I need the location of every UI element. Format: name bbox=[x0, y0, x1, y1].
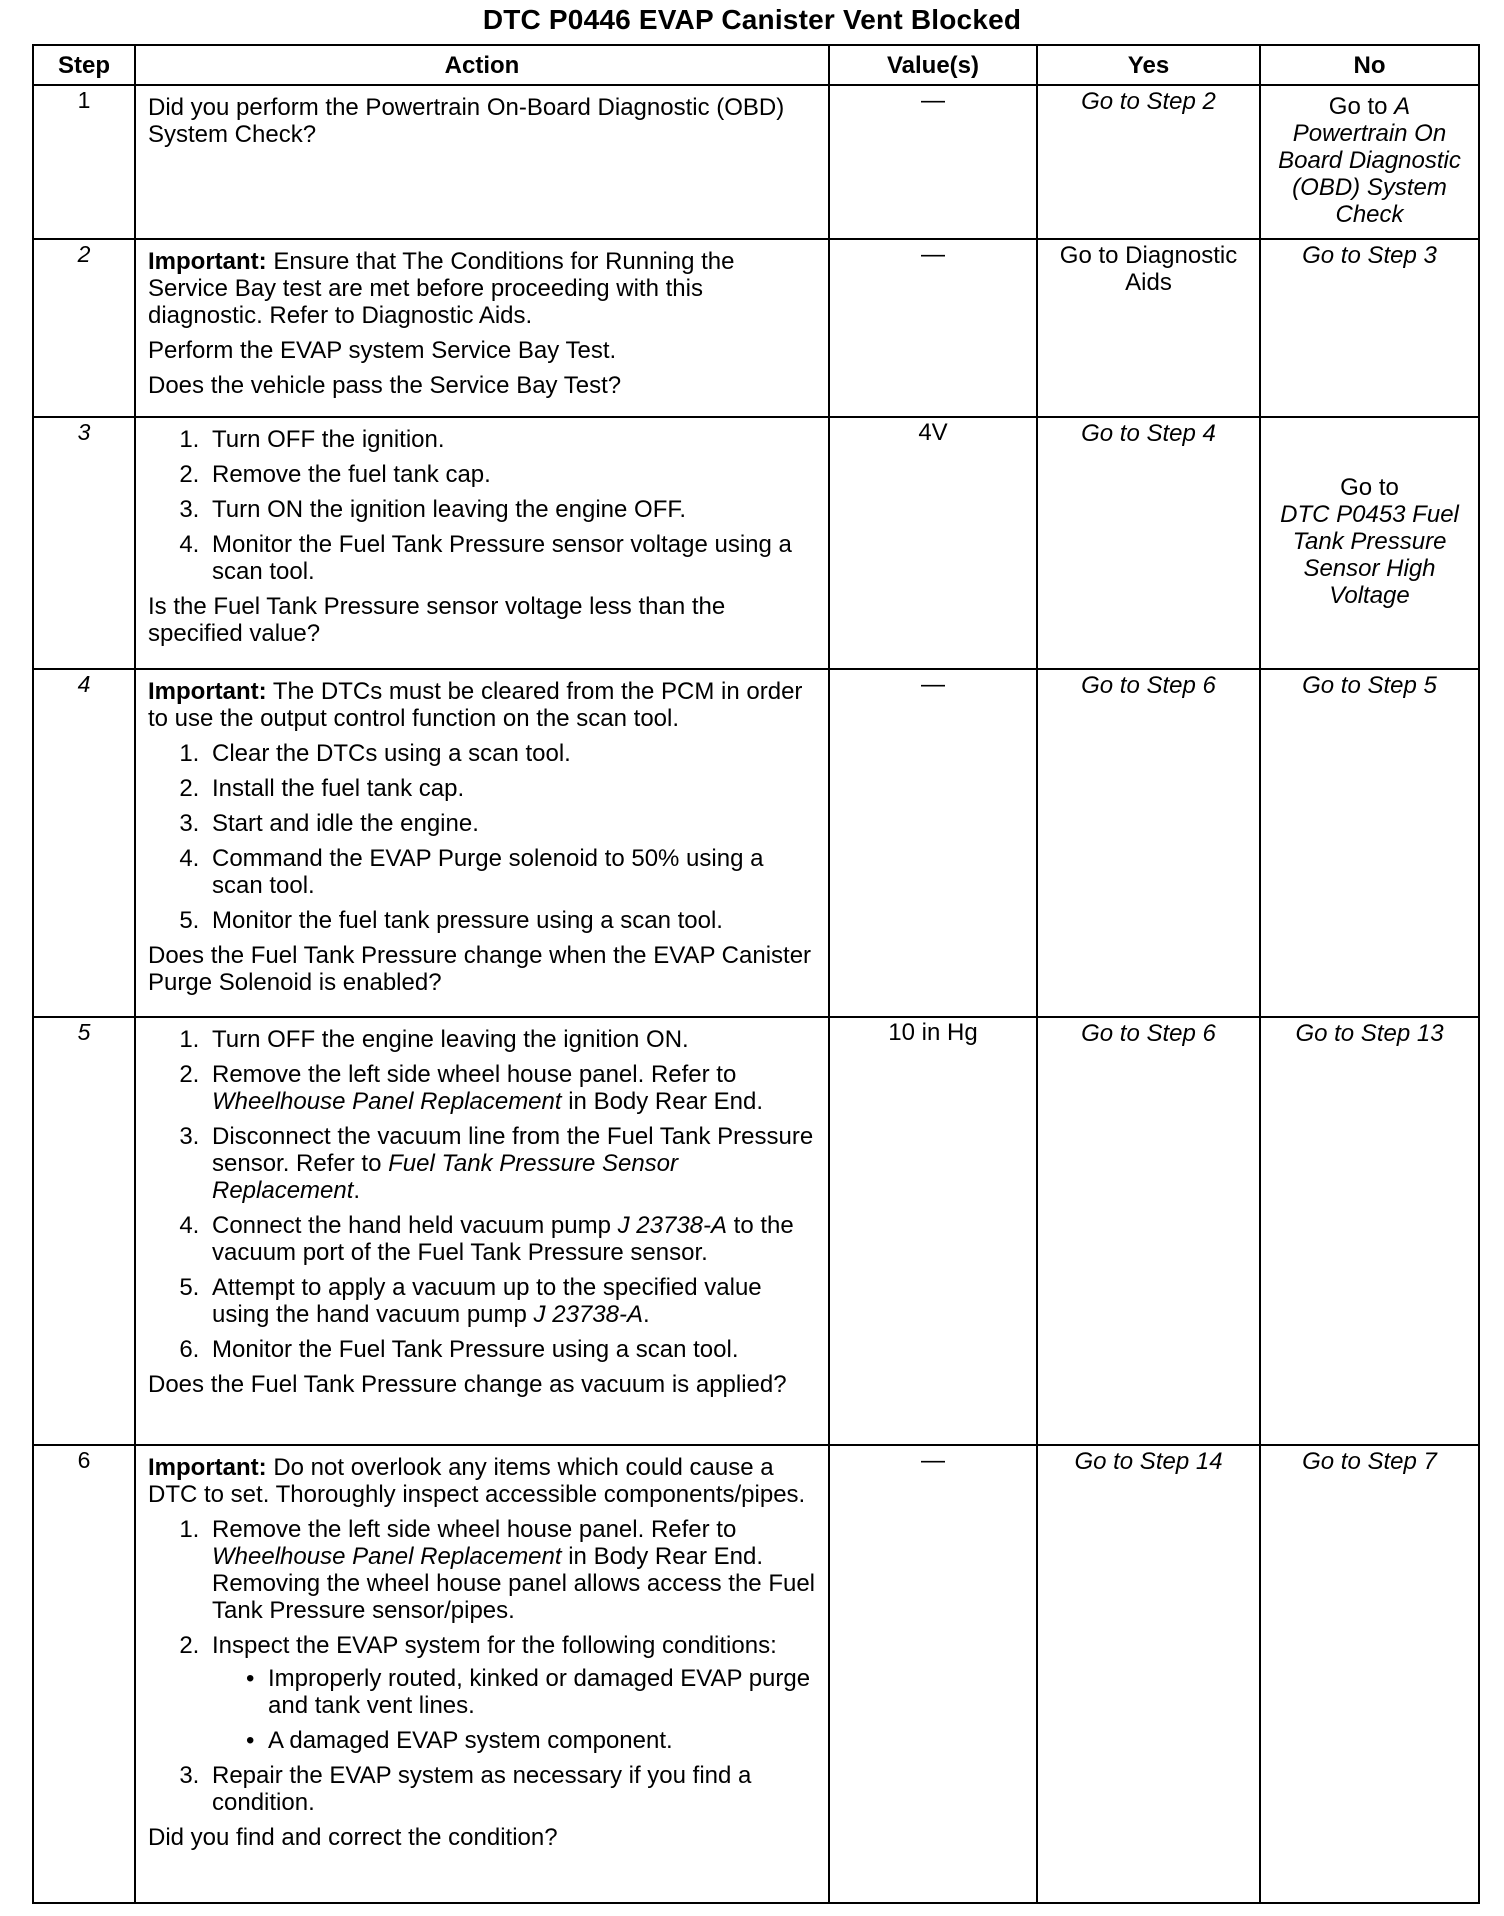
value-cell: — bbox=[829, 1445, 1037, 1903]
action-cell bbox=[135, 417, 829, 669]
item-text: Remove the left side wheel house panel. Refer to bbox=[212, 1061, 737, 1088]
table-row bbox=[33, 1445, 1479, 1903]
no-prefix: Go to bbox=[1328, 92, 1395, 120]
list-item: 4. Command the EVAP Purge solenoid to 50% using a scan tool. bbox=[206, 845, 818, 899]
action-line: Perform the EVAP system Service Bay Test. bbox=[148, 337, 617, 364]
important-label: Important: bbox=[148, 678, 267, 705]
item-reference: Wheelhouse Panel Replacement bbox=[212, 1543, 562, 1570]
step-number: 5 bbox=[33, 1017, 135, 1445]
yes-cell: Go to Diagnostic Aids bbox=[1037, 239, 1260, 417]
value-cell: — bbox=[829, 669, 1037, 1017]
item-reference: Fuel Tank Pressure Sensor Replacement bbox=[212, 1150, 679, 1204]
header-no: No bbox=[1260, 45, 1479, 85]
condition-bullets bbox=[212, 1665, 818, 1754]
tool-number: J 23738-A bbox=[533, 1301, 643, 1328]
item-text: Remove the left side wheel house panel. Refer to bbox=[212, 1516, 737, 1543]
action-cell bbox=[135, 1445, 829, 1903]
list-item bbox=[206, 1274, 818, 1328]
important-note bbox=[148, 1454, 818, 1508]
diagnostic-table bbox=[32, 44, 1480, 1904]
step-number: 4 bbox=[33, 669, 135, 1017]
numbered-steps bbox=[148, 740, 818, 934]
yes-cell: Go to Step 14 bbox=[1037, 1445, 1260, 1903]
table-row bbox=[33, 417, 1479, 669]
no-prefix: Go to bbox=[1340, 473, 1399, 501]
list-item: 2. Remove the fuel tank cap. bbox=[206, 461, 818, 488]
item-text: to the vacuum port of the Fuel Tank Pressure sensor. bbox=[212, 1212, 794, 1266]
yes-cell: Go to Step 6 bbox=[1037, 1017, 1260, 1445]
item-text: Attempt to apply a vacuum up to the specified value using the hand vacuum pump bbox=[212, 1274, 762, 1328]
step-number: 6 bbox=[33, 1445, 135, 1903]
yes-cell: Go to Step 6 bbox=[1037, 669, 1260, 1017]
item-text: . bbox=[642, 1301, 650, 1328]
no-cell: Go to Step 13 bbox=[1260, 1017, 1479, 1445]
numbered-steps bbox=[148, 426, 818, 585]
list-item: 1. Turn OFF the ignition. bbox=[206, 426, 818, 453]
header-step: Step bbox=[33, 45, 135, 85]
important-text: The DTCs must be cleared from the PCM in order to use the output control function on the scan tool. bbox=[148, 678, 803, 732]
header-action: Action bbox=[135, 45, 829, 85]
item-text: in Body Rear End. Removing the wheel house panel allows access the Fuel Tank Pressure sensor/pipes. bbox=[212, 1543, 816, 1624]
no-reference: DTC P0453 Fuel Tank Pressure Sensor High Voltage bbox=[1280, 500, 1459, 609]
tool-number: J 23738-A bbox=[617, 1212, 728, 1239]
action-cell bbox=[135, 85, 829, 239]
list-item bbox=[206, 1212, 818, 1266]
header-values: Value(s) bbox=[829, 45, 1037, 85]
no-cell: Go to Step 7 bbox=[1260, 1445, 1479, 1903]
table-row bbox=[33, 239, 1479, 417]
list-item: 5. Monitor the fuel tank pressure using a scan tool. bbox=[206, 907, 818, 934]
no-cell: Go to Step 5 bbox=[1260, 669, 1479, 1017]
value-cell: 10 in Hg bbox=[829, 1017, 1037, 1445]
value-cell: — bbox=[829, 85, 1037, 239]
action-question: Does the Fuel Tank Pressure change as vacuum is applied? bbox=[148, 1371, 787, 1398]
action-cell bbox=[135, 669, 829, 1017]
action-question: Did you find and correct the condition? bbox=[148, 1824, 558, 1851]
no-reference: A Powertrain On Board Diagnostic (OBD) System Check bbox=[1278, 92, 1461, 228]
step-number: 3 bbox=[33, 417, 135, 669]
header-yes: Yes bbox=[1037, 45, 1260, 85]
table-row bbox=[33, 669, 1479, 1017]
bullet-item: • Improperly routed, kinked or damaged EVAP purge and tank vent lines. bbox=[246, 1665, 818, 1719]
value-cell: — bbox=[829, 239, 1037, 417]
numbered-steps bbox=[148, 1026, 818, 1363]
action-cell bbox=[135, 239, 829, 417]
important-label: Important: bbox=[148, 248, 267, 275]
list-item: 3. Turn ON the ignition leaving the engine OFF. bbox=[206, 496, 818, 523]
item-reference: Wheelhouse Panel Replacement bbox=[212, 1088, 562, 1115]
header-row bbox=[33, 45, 1479, 85]
item-text: Inspect the EVAP system for the following conditions: bbox=[212, 1632, 777, 1659]
item-text: . bbox=[353, 1177, 361, 1204]
step-number: 2 bbox=[33, 239, 135, 417]
important-label: Important: bbox=[148, 1454, 267, 1481]
table-row bbox=[33, 85, 1479, 239]
list-item: 6. Monitor the Fuel Tank Pressure using a scan tool. bbox=[206, 1336, 818, 1363]
table-row bbox=[33, 1017, 1479, 1445]
action-question: Does the Fuel Tank Pressure change when the EVAP Canister Purge Solenoid is enabled? bbox=[148, 942, 812, 996]
action-question: Did you perform the Powertrain On-Board Diagnostic (OBD) System Check? bbox=[148, 94, 785, 148]
important-note bbox=[148, 678, 818, 732]
list-item bbox=[206, 1632, 818, 1754]
list-item: 3. Repair the EVAP system as necessary if you find a condition. bbox=[206, 1762, 818, 1816]
list-item: 1. Clear the DTCs using a scan tool. bbox=[206, 740, 818, 767]
item-text: Connect the hand held vacuum pump bbox=[212, 1212, 618, 1239]
list-item bbox=[206, 1123, 818, 1204]
no-cell bbox=[1260, 85, 1479, 239]
no-cell: Go to Step 3 bbox=[1260, 239, 1479, 417]
list-item: 2. Install the fuel tank cap. bbox=[206, 775, 818, 802]
action-cell bbox=[135, 1017, 829, 1445]
no-cell bbox=[1260, 417, 1479, 669]
list-item: 4. Monitor the Fuel Tank Pressure sensor voltage using a scan tool. bbox=[206, 531, 818, 585]
numbered-steps bbox=[148, 1516, 818, 1816]
item-text: Disconnect the vacuum line from the Fuel Tank Pressure sensor. Refer to bbox=[212, 1123, 814, 1177]
item-text: in Body Rear End. bbox=[561, 1088, 763, 1115]
list-item bbox=[206, 1061, 818, 1115]
list-item: 1. Turn OFF the engine leaving the ignition ON. bbox=[206, 1026, 818, 1053]
list-item: 3. Start and idle the engine. bbox=[206, 810, 818, 837]
important-note bbox=[148, 248, 818, 329]
action-question: Does the vehicle pass the Service Bay Test? bbox=[148, 372, 622, 399]
bullet-item: • A damaged EVAP system component. bbox=[246, 1727, 818, 1754]
list-item bbox=[206, 1516, 818, 1624]
yes-cell: Go to Step 2 bbox=[1037, 85, 1260, 239]
action-question: Is the Fuel Tank Pressure sensor voltage less than the specified value? bbox=[148, 593, 726, 647]
yes-cell: Go to Step 4 bbox=[1037, 417, 1260, 669]
important-text: Do not overlook any items which could cause a DTC to set. Thoroughly inspect accessible components/pipes. bbox=[148, 1454, 806, 1508]
value-cell: 4V bbox=[829, 417, 1037, 669]
page-title: DTC P0446 EVAP Canister Vent Blocked bbox=[482, 4, 1022, 35]
step-number: 1 bbox=[33, 85, 135, 239]
important-text: Ensure that The Conditions for Running the Service Bay test are met before proceeding with this diagnostic. Refer to Diagnostic Aids. bbox=[148, 248, 735, 329]
